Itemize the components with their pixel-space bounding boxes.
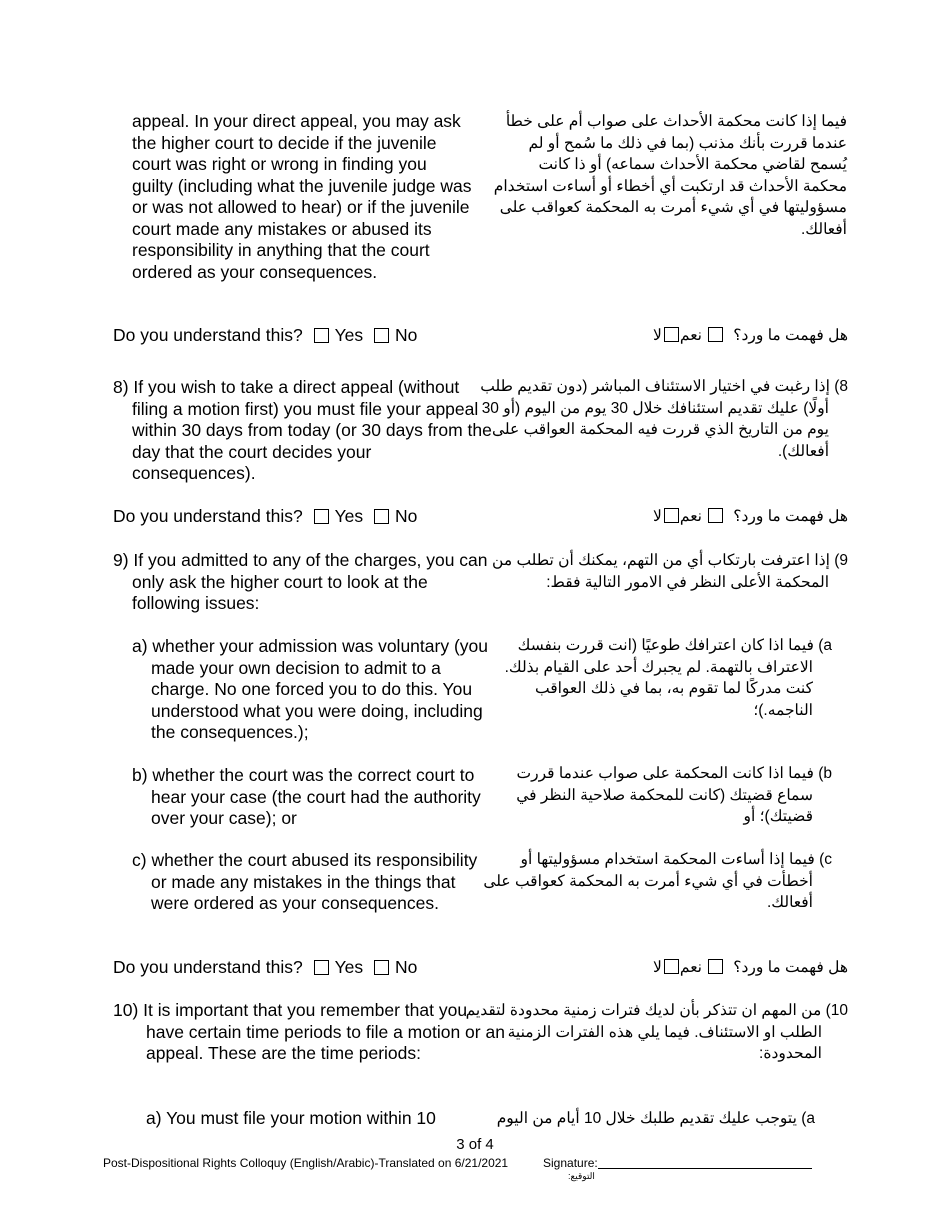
ar-no-checkbox[interactable] <box>664 508 679 523</box>
question-label-ar: هل فهمت ما ورد؟ <box>733 959 848 976</box>
yes-label: Yes <box>334 506 364 526</box>
understand-question-en <box>113 506 417 527</box>
question-label: Do you understand this? <box>113 506 303 526</box>
no-checkbox[interactable] <box>374 960 389 975</box>
item-10-ar: 10) من المهم ان تتذكر بأن لديك فترات زمنية محدودة لتقديم الطلب او الاستئناف. فيما يلي هذه الفترات الزمنية المحدودة: <box>465 1002 848 1062</box>
item-9-ar: 9) إذا اعترفت بارتكاب أي من التهم، يمكنك أن تطلب من المحكمة الأعلى النظر في الامور التالية فقط: <box>492 552 848 591</box>
ar-yes-checkbox[interactable] <box>708 508 723 523</box>
ar-yes-checkbox[interactable] <box>708 959 723 974</box>
signature-label: Signature: <box>543 1156 598 1170</box>
understand-question-ar <box>653 325 848 346</box>
question-label: Do you understand this? <box>113 325 303 345</box>
yes-label: Yes <box>334 325 364 345</box>
signature-line[interactable] <box>598 1168 812 1169</box>
yes-label: Yes <box>334 957 364 977</box>
item-10a-en: a) You must file your motion within 10 <box>146 1108 436 1128</box>
no-label: No <box>395 957 418 977</box>
signature-label-ar: التوقيع: <box>568 1171 595 1181</box>
yes-checkbox[interactable] <box>314 509 329 524</box>
continuation-ar: فيما إذا كانت محكمة الأحداث على صواب أم على خطأ عندما قررت بأنك مذنب (بما في ذلك ما سُمح أو لم يُسمح لقاضي محكمة الأحداث سماعه) أو ذا كانت محكمة الأحداث قد ارتكبت أي أخطاء أو أساءت استخدام مسؤوليتها في أي شيء أمرت به المحكمة كعواقب على أفعالك. <box>493 113 847 238</box>
ar-no-checkbox[interactable] <box>664 959 679 974</box>
yes-checkbox[interactable] <box>314 328 329 343</box>
question-label-ar: هل فهمت ما ورد؟ <box>733 508 848 525</box>
ar-yes-checkbox[interactable] <box>708 327 723 342</box>
item-9c-ar: c) فيما إذا أساءت المحكمة استخدام مسؤوليتها أو أخطأت في أي شيء أمرت به المحكمة كعواقب على أفعالك. <box>483 851 832 911</box>
ar-no-label: لا <box>653 508 662 525</box>
understand-question-en <box>113 325 417 346</box>
signature-field <box>543 1156 812 1170</box>
item-8-ar: 8) إذا رغبت في اختيار الاستئناف المباشر (دون تقديم طلب أولًا) عليك تقديم استئنافك خلال 30 يوم من اليوم (أو 30 يوم من التاريخ الذي قررت فيه المحكمة العواقب على أفعالك). <box>480 378 848 460</box>
question-label-ar: هل فهمت ما ورد؟ <box>733 327 848 344</box>
no-label: No <box>395 506 418 526</box>
item-9b-en: b) whether the court was the correct court to hear your case (the court had the authority over your case); or <box>132 765 481 828</box>
continuation-en: appeal. In your direct appeal, you may ask the higher court to decide if the juvenile court was right or wrong in finding you guilty (including what the juvenile judge was or was not allowed to hear) or if the juvenile court made any mistakes or abused its responsibility in anything that the court ordered as your consequences. <box>132 111 472 282</box>
no-checkbox[interactable] <box>374 509 389 524</box>
ar-no-checkbox[interactable] <box>664 327 679 342</box>
item-9b-ar: b) فيما اذا كانت المحكمة على صواب عندما قررت سماع قضيتك (كانت للمحكمة صلاحية النظر في قضيتك)؛ أو <box>516 765 832 825</box>
no-label: No <box>395 325 418 345</box>
item-9-en: 9) If you admitted to any of the charges, you can only ask the higher court to look at the following issues: <box>113 550 488 613</box>
ar-no-label: لا <box>653 959 662 976</box>
understand-question-en <box>113 957 417 978</box>
page-number: 3 of 4 <box>456 1136 494 1153</box>
item-9a-ar: a) فيما اذا كان اعترافك طوعيًا (انت قررت بنفسك الاعتراف بالتهمة. لم يجبرك أحد على القيام بذلك. كنت مدركًا لما تقوم به، بما في ذلك العواقب الناجمه.)؛ <box>504 637 832 719</box>
question-label: Do you understand this? <box>113 957 303 977</box>
ar-yes-label: نعم <box>679 327 702 344</box>
item-10a-ar: a) يتوجب عليك تقديم طلبك خلال 10 أيام من اليوم <box>496 1110 815 1127</box>
item-8-en: 8) If you wish to take a direct appeal (without filing a motion first) you must file your appeal within 30 days from today (or 30 days from the day that the court decides your consequences). <box>113 377 492 483</box>
no-checkbox[interactable] <box>374 328 389 343</box>
item-9a-en: a) whether your admission was voluntary (you made your own decision to admit to a charge. No one forced you to do this. You understood what you were doing, including the consequences.); <box>132 636 488 742</box>
ar-yes-label: نعم <box>679 508 702 525</box>
item-9c-en: c) whether the court abused its responsibility or made any mistakes in the things that were ordered as your consequences. <box>132 850 478 913</box>
document-title: Post-Dispositional Rights Colloquy (English/Arabic)-Translated on 6/21/2021 <box>103 1156 509 1170</box>
yes-checkbox[interactable] <box>314 960 329 975</box>
understand-question-ar <box>653 957 848 978</box>
item-10-en: 10) It is important that you remember that you have certain time periods to file a motion or an appeal. These are the time periods: <box>113 1000 505 1063</box>
ar-no-label: لا <box>653 327 662 344</box>
ar-yes-label: نعم <box>679 959 702 976</box>
understand-question-ar <box>653 506 848 527</box>
